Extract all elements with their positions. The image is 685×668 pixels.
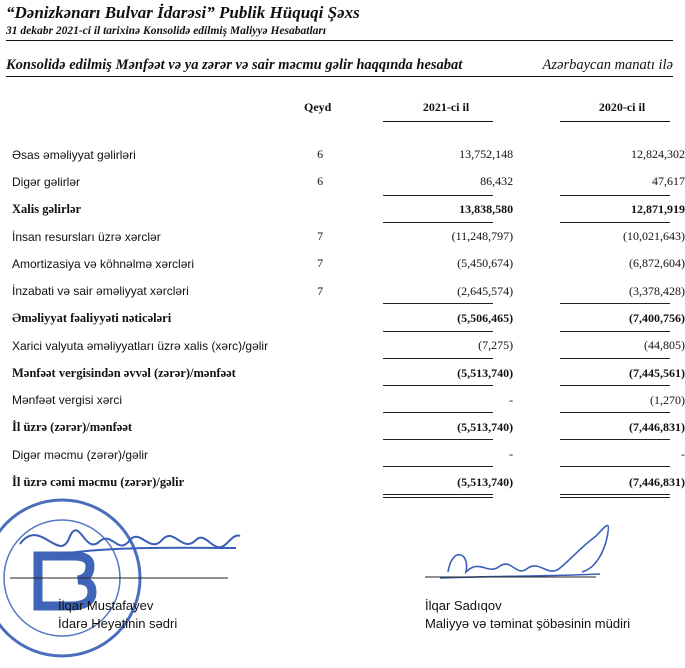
row-label: Mənfəət vergisindən əvvəl (zərər)/mənfəət <box>12 365 236 380</box>
row-note <box>301 387 340 414</box>
row-value-2020: 47,617 <box>652 174 685 189</box>
row-value-2020: (3,378,428) <box>629 283 685 298</box>
chairman-title: İdarə Heyətinin sədri <box>58 616 178 631</box>
row-value-2021: (5,513,740) <box>457 420 514 435</box>
row-note: 7 <box>317 256 324 271</box>
row-note <box>301 414 340 441</box>
chairman-name: İlqar Mustafayev <box>58 598 154 613</box>
row-label: Xalis gəlirlər <box>12 201 82 216</box>
row-value-2021: (5,450,674) <box>457 256 514 271</box>
row-label: Əsas əməliyyat gəlirləri <box>12 147 136 162</box>
total-double-rule <box>560 494 670 495</box>
subtotal-rule <box>383 439 493 440</box>
row-label: Digər gəlirlər <box>12 174 81 189</box>
entity-name: “Dənizkənarı Bulvar İdarəsi” Publik Hüquqi Şəxs <box>6 3 360 22</box>
column-header-2020: 2020-ci il <box>598 100 646 114</box>
row-value-2020: (7,446,831) <box>629 474 685 489</box>
subtotal-rule <box>383 466 493 467</box>
report-subtitle: 31 dekabr 2021-ci il tarixinə Konsolidə edilmiş Maliyyə Hesabatları <box>6 25 327 37</box>
column-header-note: Qeyd <box>304 100 332 114</box>
row-value-2020: (7,446,831) <box>629 420 685 435</box>
row-value-2021: (2,645,574) <box>457 283 514 298</box>
row-label: İnsan resursları üzrə xərclər <box>12 229 161 244</box>
row-label: Mənfəət vergisi xərci <box>12 393 123 408</box>
row-note: 6 <box>317 174 324 189</box>
table-row <box>12 441 685 468</box>
row-value-2021: (5,506,465) <box>457 310 514 325</box>
row-value-2020: 12,871,919 <box>631 201 685 216</box>
row-label: İnzabati və sair əməliyyat xərcləri <box>12 284 189 299</box>
row-value-2021: (5,513,740) <box>457 474 514 489</box>
row-value-2020: (6,872,604) <box>629 256 685 271</box>
subtotal-rule <box>560 331 670 332</box>
row-value-2020: (1,270) <box>650 392 685 407</box>
row-note <box>301 441 340 468</box>
row-value-2020: 12,824,302 <box>631 147 685 162</box>
row-note: 6 <box>317 147 324 162</box>
subtotal-rule <box>560 195 670 196</box>
row-note: 7 <box>317 229 324 244</box>
row-label: İl üzrə (zərər)/mənfəət <box>12 420 133 435</box>
statement-rule <box>6 76 673 77</box>
row-value-2020: - <box>681 447 685 462</box>
table-row <box>12 277 685 304</box>
row-value-2020: (7,445,561) <box>629 365 685 380</box>
row-label: Xarici valyuta əməliyyatları üzrə xalis (xərc)/gəlir <box>12 338 269 353</box>
subtotal-rule <box>383 303 493 304</box>
row-value-2021: 13,752,148 <box>459 147 514 162</box>
row-value-2021: (7,275) <box>478 338 514 353</box>
currency-note: Azərbaycan manatı ilə <box>542 57 673 73</box>
table-row <box>12 168 685 195</box>
row-value-2021: 86,432 <box>480 174 514 189</box>
row-note <box>301 469 340 496</box>
row-value-2021: (5,513,740) <box>457 365 514 380</box>
subtotal-rule <box>560 439 670 440</box>
table-row-total <box>12 414 685 441</box>
finance-head-title: Maliyyə və təminat şöbəsinin müdiri <box>425 616 631 631</box>
header-rule <box>6 40 673 41</box>
row-note: 7 <box>317 283 324 298</box>
subtotal-rule <box>383 385 493 386</box>
total-double-rule <box>383 494 493 495</box>
subtotal-rule <box>560 303 670 304</box>
subtotal-rule <box>560 358 670 359</box>
row-label: Amortizasiya və köhnəlmə xərcləri <box>12 256 195 271</box>
row-value-2021: 13,838,580 <box>459 201 514 216</box>
row-note <box>301 332 340 359</box>
table-row <box>12 223 685 250</box>
subtotal-rule <box>383 412 493 413</box>
subtotal-rule <box>383 331 493 332</box>
column-2021-underline <box>383 121 493 122</box>
row-value-2020: (10,021,643) <box>623 229 685 244</box>
table-row <box>12 332 685 359</box>
table-row-total <box>12 305 685 332</box>
row-note <box>301 196 340 223</box>
row-label: Digər məcmu (zərər)/gəlir <box>12 447 149 462</box>
table-row <box>12 387 685 414</box>
row-value-2021: (11,248,797) <box>451 229 514 244</box>
table-row <box>12 141 685 168</box>
row-value-2020: (7,400,756) <box>629 310 685 325</box>
signature-area <box>0 496 685 668</box>
table-row-total <box>12 469 685 496</box>
table-row-total <box>12 196 685 223</box>
row-note <box>301 305 340 332</box>
column-2020-underline <box>560 121 670 122</box>
finance-head-signature <box>440 525 608 578</box>
subtotal-rule <box>560 466 670 467</box>
table-row-total <box>12 359 685 386</box>
statement-title: Konsolidə edilmiş Mənfəət və ya zərər və sair məcmu gəlir haqqında hesabat <box>6 57 463 73</box>
subtotal-rule <box>383 195 493 196</box>
row-label: Əməliyyat fəaliyyəti nəticələri <box>12 310 172 325</box>
table-row <box>12 250 685 277</box>
row-label: İl üzrə cəmi məcmu (zərər)/gəlir <box>12 474 185 489</box>
subtotal-rule <box>560 222 670 223</box>
row-note <box>301 359 340 386</box>
subtotal-rule <box>560 412 670 413</box>
row-value-2021: - <box>509 447 514 462</box>
row-value-2021: - <box>509 392 514 407</box>
column-header-2021: 2021-ci il <box>422 100 470 114</box>
subtotal-rule <box>560 385 670 386</box>
row-value-2020: (44,805) <box>644 338 685 353</box>
subtotal-rule <box>383 222 493 223</box>
finance-head-name: İlqar Sadıqov <box>425 598 502 613</box>
subtotal-rule <box>383 358 493 359</box>
